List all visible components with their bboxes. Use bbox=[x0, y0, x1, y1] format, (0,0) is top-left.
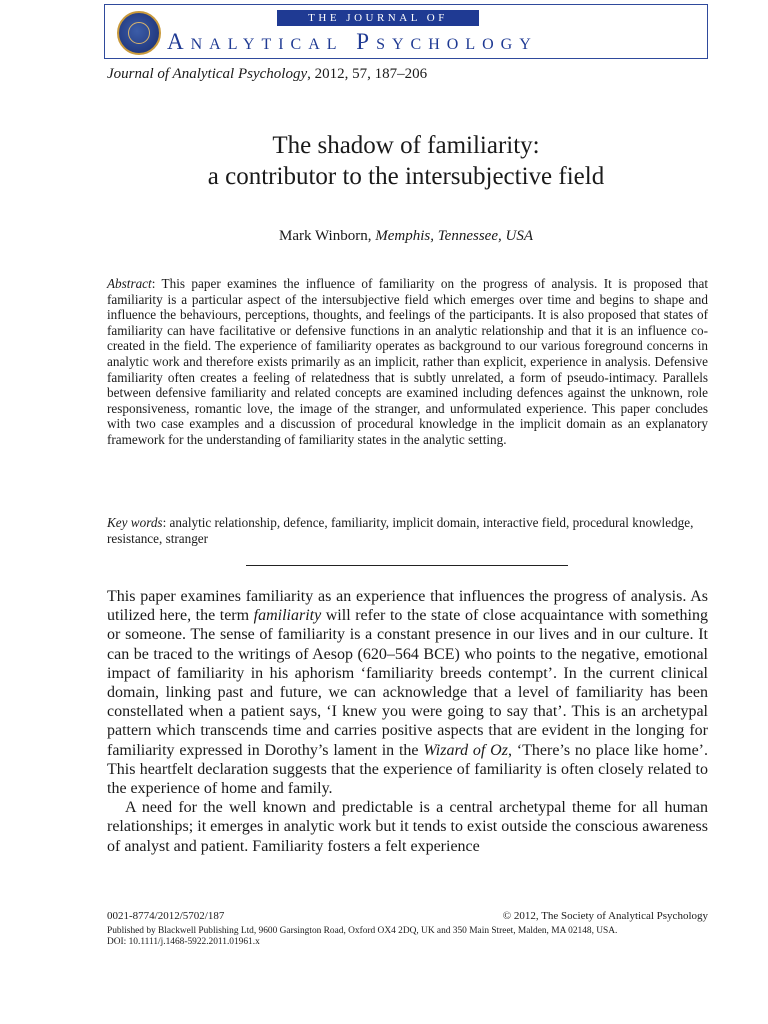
keywords bbox=[107, 515, 708, 546]
citation-journal: Journal of Analytical Psychology bbox=[107, 66, 308, 82]
footer-copyright: © 2012, The Society of Analytical Psychology bbox=[502, 910, 708, 922]
term-familiarity: familiarity bbox=[253, 607, 322, 625]
abstract-label: Abstract bbox=[107, 276, 152, 291]
footer-issn: 0021-8774/2012/5702/187 bbox=[107, 910, 225, 922]
paragraph-1-part-b: will refer to the state of close acquaintance with something or someone. The sense of familiarity is a constant presence in our lives and in our culture. It can be traced to the writings of Aesop (620–564 BCE) who points to the negative, emotional impact of familiarity in his aphorism ‘familiarity breeds contempt’. In the current clinical domain, linking past and future, we can acknowledge that a level of familiarity has been constellated when a patient says, ‘I knew you were going to say that’. This is an archetypal pattern which transcends time and carries positive aspects that are evident in the longing for familiarity expressed in Dorothy’s lament in the bbox=[107, 607, 708, 759]
title-line-2: a contributor to the intersubjective field bbox=[207, 163, 605, 190]
body-text bbox=[107, 587, 708, 856]
author-line bbox=[104, 228, 708, 245]
article-title bbox=[104, 130, 708, 192]
paragraph-1-part-a: This paper examines familiarity as an experience that influences the progress of analysis. As utilized here, the term bbox=[107, 588, 708, 625]
abstract bbox=[107, 276, 708, 448]
journal-name: Analytical Psychology bbox=[167, 29, 538, 54]
author-name: Mark Winborn, bbox=[279, 228, 376, 244]
journal-banner: THE JOURNAL OF bbox=[277, 10, 479, 26]
citation-details: , 2012, 57, 187–206 bbox=[307, 66, 428, 82]
paragraph-2: A need for the well known and predictable is a central archetypal theme for all human relationships; it emerges in analytic work but it tends to exist outside the conscious awareness of analyst and patient. Familiarity fosters a felt experience bbox=[107, 799, 708, 855]
title-line-1: The shadow of familiarity: bbox=[272, 132, 540, 159]
journal-header bbox=[104, 4, 708, 59]
film-title: Wizard of Oz bbox=[423, 741, 508, 759]
paragraph-1-part-c: , ‘There’s no place like home’. This heartfelt declaration suggests that the experience of familiarity is often closely related to the experience of home and family. bbox=[107, 741, 708, 798]
section-divider bbox=[246, 565, 568, 566]
keywords-text: : analytic relationship, defence, familiarity, implicit domain, interactive field, procedural knowledge, resistance, stranger bbox=[107, 515, 694, 546]
journal-seal-icon bbox=[117, 11, 161, 55]
keywords-label: Key words bbox=[107, 515, 163, 530]
abstract-text: : This paper examines the influence of familiarity on the progress of analysis. It is proposed that familiarity is a particular aspect of the intersubjective field which emerges over time and begins to shape and influence the behaviours, perceptions, thoughts, and feelings of the participants. It is also proposed that states of familiarity can have facilitative or defensive functions in an analytic relationship and that it is an influence co-created in the field. The experience of familiarity operates as background to our various foreground concerns in analytic work and therefore exists primarily as an implicit, rather than explicit, experience in analysis. Defensive familiarity often creates a feeling of relatedness that is subtly unrelated, a form of pseudo-intimacy. Parallels between defensive familiarity and related concepts are examined including defences against the unknown, role responsiveness, romantic love, the image of the stranger, and unformulated experience. This paper concludes with two case examples and a discussion of procedural knowledge in the implicit domain as an explanatory framework for the understanding of familiarity states in the analytic setting. bbox=[107, 276, 708, 447]
citation-line bbox=[107, 66, 427, 83]
paragraph-1 bbox=[107, 587, 708, 798]
publisher-line: Published by Blackwell Publishing Ltd, 9600 Garsington Road, Oxford OX4 2DQ, UK and 350 Main Street, Malden, MA 02148, USA. bbox=[107, 926, 618, 936]
author-affiliation: Memphis, Tennessee, USA bbox=[375, 228, 533, 244]
doi-line: DOI: 10.1111/j.1468-5922.2011.01961.x bbox=[107, 937, 260, 947]
footer-publisher bbox=[107, 926, 717, 948]
